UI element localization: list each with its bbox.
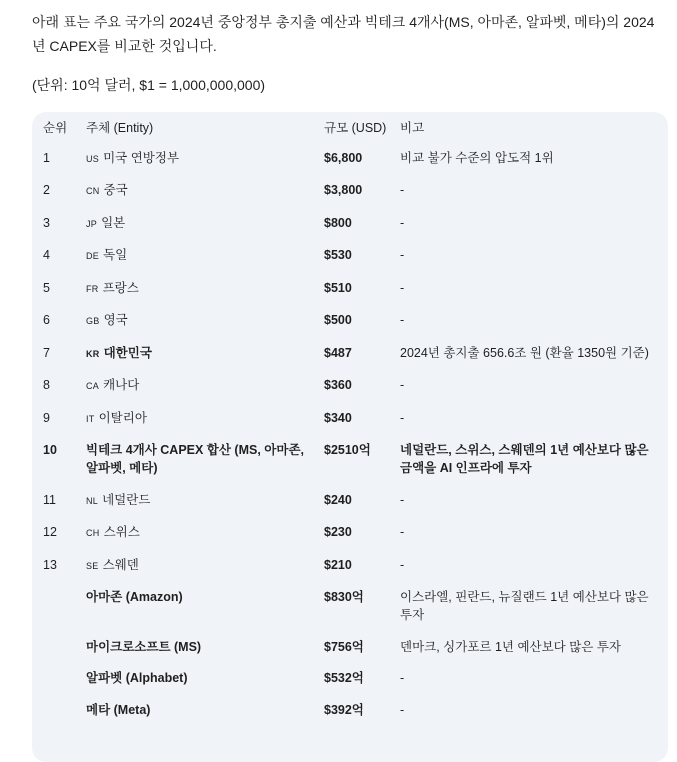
row-note: 2024년 총지출 656.6조 원 (환율 1350원 기준) <box>400 345 649 360</box>
row-note: - <box>400 313 405 327</box>
table-row <box>32 631 668 663</box>
entity-name: 일본 <box>101 215 126 230</box>
row-value: $800 <box>324 215 352 230</box>
entity-name: 프랑스 <box>102 280 139 295</box>
entity-name: 마이크로소프트 (MS) <box>86 639 202 654</box>
row-value: $2510억 <box>324 443 371 457</box>
row-note: 네덜란드, 스위스, 스웨덴의 1년 예산보다 많은 금액을 AI 인프라에 투자 <box>400 443 649 475</box>
country-code: FR <box>86 283 99 294</box>
table-body <box>32 142 668 726</box>
entity-name: 스위스 <box>103 525 140 539</box>
country-code: DE <box>86 251 100 261</box>
table-row <box>32 175 668 208</box>
country-code: CN <box>86 186 100 196</box>
entity-name: 알파벳 (Alphabet) <box>86 671 188 685</box>
row-entity <box>86 549 324 582</box>
entity-name: 중국 <box>103 183 128 197</box>
table-row <box>32 272 668 305</box>
entity-name: 아마존 (Amazon) <box>86 590 183 604</box>
table-row <box>32 694 668 726</box>
entity-name: 영국 <box>103 313 128 327</box>
header-note: 비고 <box>400 121 425 135</box>
entity-name: 캐나다 <box>103 378 140 392</box>
table-row <box>32 337 668 370</box>
entity-name: 대한민국 <box>103 345 152 360</box>
row-note: - <box>400 671 405 685</box>
row-rank: 5 <box>43 280 50 295</box>
table-row <box>32 549 668 582</box>
row-rank <box>32 663 86 695</box>
row-value: $230 <box>324 525 352 539</box>
row-value: $210 <box>324 557 352 572</box>
country-code: CH <box>86 528 100 538</box>
row-note: - <box>400 280 405 295</box>
row-rank: 13 <box>43 557 57 572</box>
header-entity: 주체 (Entity) <box>86 121 154 135</box>
entity-name: 이탈리아 <box>98 410 147 425</box>
row-value: $6,800 <box>324 150 363 165</box>
row-note: - <box>400 557 405 572</box>
table-row <box>32 402 668 435</box>
row-entity <box>86 517 324 550</box>
row-note: - <box>400 248 405 262</box>
row-entity <box>86 175 324 208</box>
table-row <box>32 305 668 338</box>
table-header-row <box>32 112 668 142</box>
row-rank: 1 <box>43 150 50 165</box>
row-rank <box>32 694 86 726</box>
row-value: $510 <box>324 280 352 295</box>
row-value: $830억 <box>324 590 364 604</box>
country-code: IT <box>86 413 95 424</box>
row-rank: 9 <box>43 410 50 425</box>
row-note: - <box>400 378 405 392</box>
row-value: $500 <box>324 313 352 327</box>
row-value: $392억 <box>324 702 364 717</box>
intro-paragraph: 아래 표는 주요 국가의 2024년 중앙정부 총지출 예산과 빅테크 4개사(MS, 아마존, 알파벳, 메타)의 2024년 CAPEX를 비교한 것입니다. <box>32 14 655 54</box>
table-row <box>32 582 668 632</box>
table-row <box>32 517 668 550</box>
row-entity <box>86 435 324 485</box>
table-row <box>32 663 668 695</box>
country-code: KR <box>86 348 100 359</box>
row-note: - <box>400 492 405 507</box>
row-rank: 6 <box>43 313 50 327</box>
row-rank <box>32 631 86 663</box>
row-value: $487 <box>324 345 352 360</box>
table-row <box>32 370 668 403</box>
row-note: - <box>400 410 405 425</box>
comparison-table <box>32 112 668 762</box>
table-row <box>32 435 668 485</box>
row-note: - <box>400 215 405 230</box>
country-code: US <box>86 153 100 164</box>
table-row <box>32 484 668 517</box>
row-entity <box>86 694 324 726</box>
row-entity <box>86 370 324 403</box>
row-value: $532억 <box>324 671 364 685</box>
row-rank: 10 <box>43 443 57 457</box>
row-value: $530 <box>324 248 352 262</box>
row-rank: 3 <box>43 215 50 230</box>
row-entity <box>86 337 324 370</box>
entity-name: 메타 (Meta) <box>86 702 151 717</box>
row-entity <box>86 402 324 435</box>
row-rank: 12 <box>43 525 57 539</box>
entity-name: 빅테크 4개사 CAPEX 합산 (MS, 아마존, 알파벳, 메타) <box>86 443 304 475</box>
row-rank: 8 <box>43 378 50 392</box>
entity-name: 스웨덴 <box>102 557 139 572</box>
row-value: $756억 <box>324 639 364 654</box>
row-value: $3,800 <box>324 183 363 197</box>
row-rank: 2 <box>43 183 50 197</box>
row-entity <box>86 582 324 632</box>
row-note: - <box>400 702 405 717</box>
country-code: JP <box>86 218 98 229</box>
header-rank: 순위 <box>43 121 68 135</box>
row-note: 덴마크, 싱가포르 1년 예산보다 많은 투자 <box>400 639 621 654</box>
row-rank: 7 <box>43 345 50 360</box>
row-entity <box>86 631 324 663</box>
entity-name: 네덜란드 <box>102 492 151 507</box>
row-value: $340 <box>324 410 352 425</box>
row-rank: 4 <box>43 248 50 262</box>
country-code: NL <box>86 495 99 506</box>
country-code: CA <box>86 381 100 391</box>
row-entity <box>86 484 324 517</box>
row-note: - <box>400 525 405 539</box>
table-row <box>32 240 668 273</box>
entity-name: 미국 연방정부 <box>103 150 180 165</box>
entity-name: 독일 <box>103 248 128 262</box>
row-value: $360 <box>324 378 352 392</box>
unit-note: (단위: 10억 달러, $1 = 1,000,000,000) <box>32 77 266 93</box>
table-row <box>32 142 668 175</box>
header-scale: 규모 (USD) <box>324 121 387 135</box>
row-entity <box>86 142 324 175</box>
row-note: 비교 불가 수준의 압도적 1위 <box>400 150 554 165</box>
row-rank <box>32 582 86 632</box>
row-entity <box>86 240 324 273</box>
row-entity <box>86 272 324 305</box>
table-row <box>32 207 668 240</box>
row-value: $240 <box>324 492 352 507</box>
row-rank: 11 <box>43 492 56 507</box>
row-entity <box>86 663 324 695</box>
row-note: - <box>400 183 405 197</box>
country-code: SE <box>86 560 99 571</box>
row-note: 이스라엘, 핀란드, 뉴질랜드 1년 예산보다 많은 투자 <box>400 590 649 622</box>
country-code: GB <box>86 316 100 326</box>
row-entity <box>86 207 324 240</box>
row-entity <box>86 305 324 338</box>
